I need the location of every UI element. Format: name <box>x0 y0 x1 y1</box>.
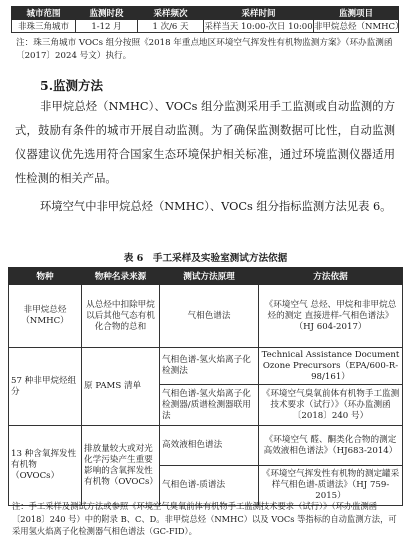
cell-method: 高效液相色谱法 <box>160 426 259 466</box>
monitoring-schedule-table <box>11 6 404 33</box>
table-row <box>9 426 403 466</box>
cell-species: 57 种非甲烷烃组分 <box>9 348 82 426</box>
table-row <box>9 348 403 385</box>
header-method: 测试方法原理 <box>160 268 259 285</box>
section-heading: 5.监测方法 <box>40 78 104 93</box>
cell-sampling-time: 采样当天 10:00-次日 10:00 <box>204 20 314 33</box>
table-row <box>12 20 399 33</box>
header-basis: 方法依据 <box>259 268 403 285</box>
cell-city: 非珠三角城市 <box>12 20 76 33</box>
cell-basis: Technical Assistance Document Ozone Precursors（EPA/600-R-98/161） <box>259 348 403 385</box>
header-sampling-time: 采样时间 <box>204 7 314 20</box>
cell-basis: 《环境空气 醛、酮类化合物的测定高效液相色谱法》（HJ683-2014） <box>259 426 403 466</box>
table-header-row <box>9 268 403 285</box>
cell-method: 气相色谱-氢火焰离子化检测器/质谱检测器联用法 <box>160 385 259 426</box>
header-frequency: 采样频次 <box>138 7 204 20</box>
methods-table <box>8 267 403 506</box>
table-note: 注：珠三角城市 VOCs 组分按照《2018 年重点地区环境空气挥发性有机物监测方案》（环办监测函〔2017〕2024 号文）执行。 <box>16 38 393 61</box>
cell-source: 排放量较大或对光化学污染产生重要影响的含氧挥发性有机物（OVOCs） <box>82 426 160 506</box>
cell-source: 从总烃中扣除甲烷以后其他气态有机化合物的总和 <box>82 285 160 348</box>
paragraph-text: 非甲烷总烃（NMHC）、VOCs 组分监测采用手工监测或自动监测的方式，鼓励有条件的城市开展自动监测。为了确保监测数据可比性，自动监测仪器建议优先选用符合国家生态环境保护相关标准，通过环境监测仪器适用性检测的相关产品。 <box>15 100 395 185</box>
cell-method: 气相色谱法 <box>160 285 259 348</box>
header-species: 物种 <box>9 268 82 285</box>
cell-basis: 《环境空气 总烃、甲烷和非甲烷总烃的测定 直接进样-气相色谱法》（HJ 604-2017） <box>259 285 403 348</box>
table-footnote: 注：手工采样及测试方法或参照《环境空气臭氧前体有机物手工监测技术要求（试行）》（环办监测函〔2018〕240 号）中的附录 B、C、D。非甲烷总烃（NMHC）以及 VOCs 等指标的自动监测方法，可采用氢火焰离子化检测器气相色谱法（GC-FID）。 <box>12 501 397 536</box>
header-period: 监测时段 <box>76 7 138 20</box>
header-source: 物种名录来源 <box>82 268 160 285</box>
cell-period: 1-12 月 <box>76 20 138 33</box>
cell-basis: 《环境空气挥发性有机物的测定罐采样气相色谱-质谱法》（HJ 759-2015） <box>259 466 403 506</box>
header-city-scope: 城市范围 <box>12 7 76 20</box>
cell-source: 原 PAMS 清单 <box>82 348 160 426</box>
cell-method: 气相色谱-质谱法 <box>160 466 259 506</box>
cell-frequency: 1 次/6 天 <box>138 20 204 33</box>
header-item: 监测项目 <box>314 7 399 20</box>
paragraph-text: 环境空气中非甲烷总烃（NMHC）、VOCs 组分指标监测方法见表 6。 <box>40 200 392 213</box>
paragraph-table-ref <box>15 195 395 219</box>
table-row <box>9 285 403 348</box>
paragraph-monitoring-methods <box>15 95 395 191</box>
cell-method: 气相色谱-氢火焰离子化检测法 <box>160 348 259 385</box>
cell-species: 非甲烷总烃（NMHC） <box>9 285 82 348</box>
cell-basis: 《环境空气臭氧前体有机物手工监测技术要求（试行）》（环办监测函〔2018〕240 号） <box>259 385 403 426</box>
cell-item: 非甲烷总烃（NMHC） <box>314 20 399 33</box>
table-header-row <box>12 7 399 20</box>
cell-species: 13 种含氧挥发性有机物（OVOCs） <box>9 426 82 506</box>
table-caption: 表 6 手工采样及实验室测试方法依据 <box>123 253 288 264</box>
